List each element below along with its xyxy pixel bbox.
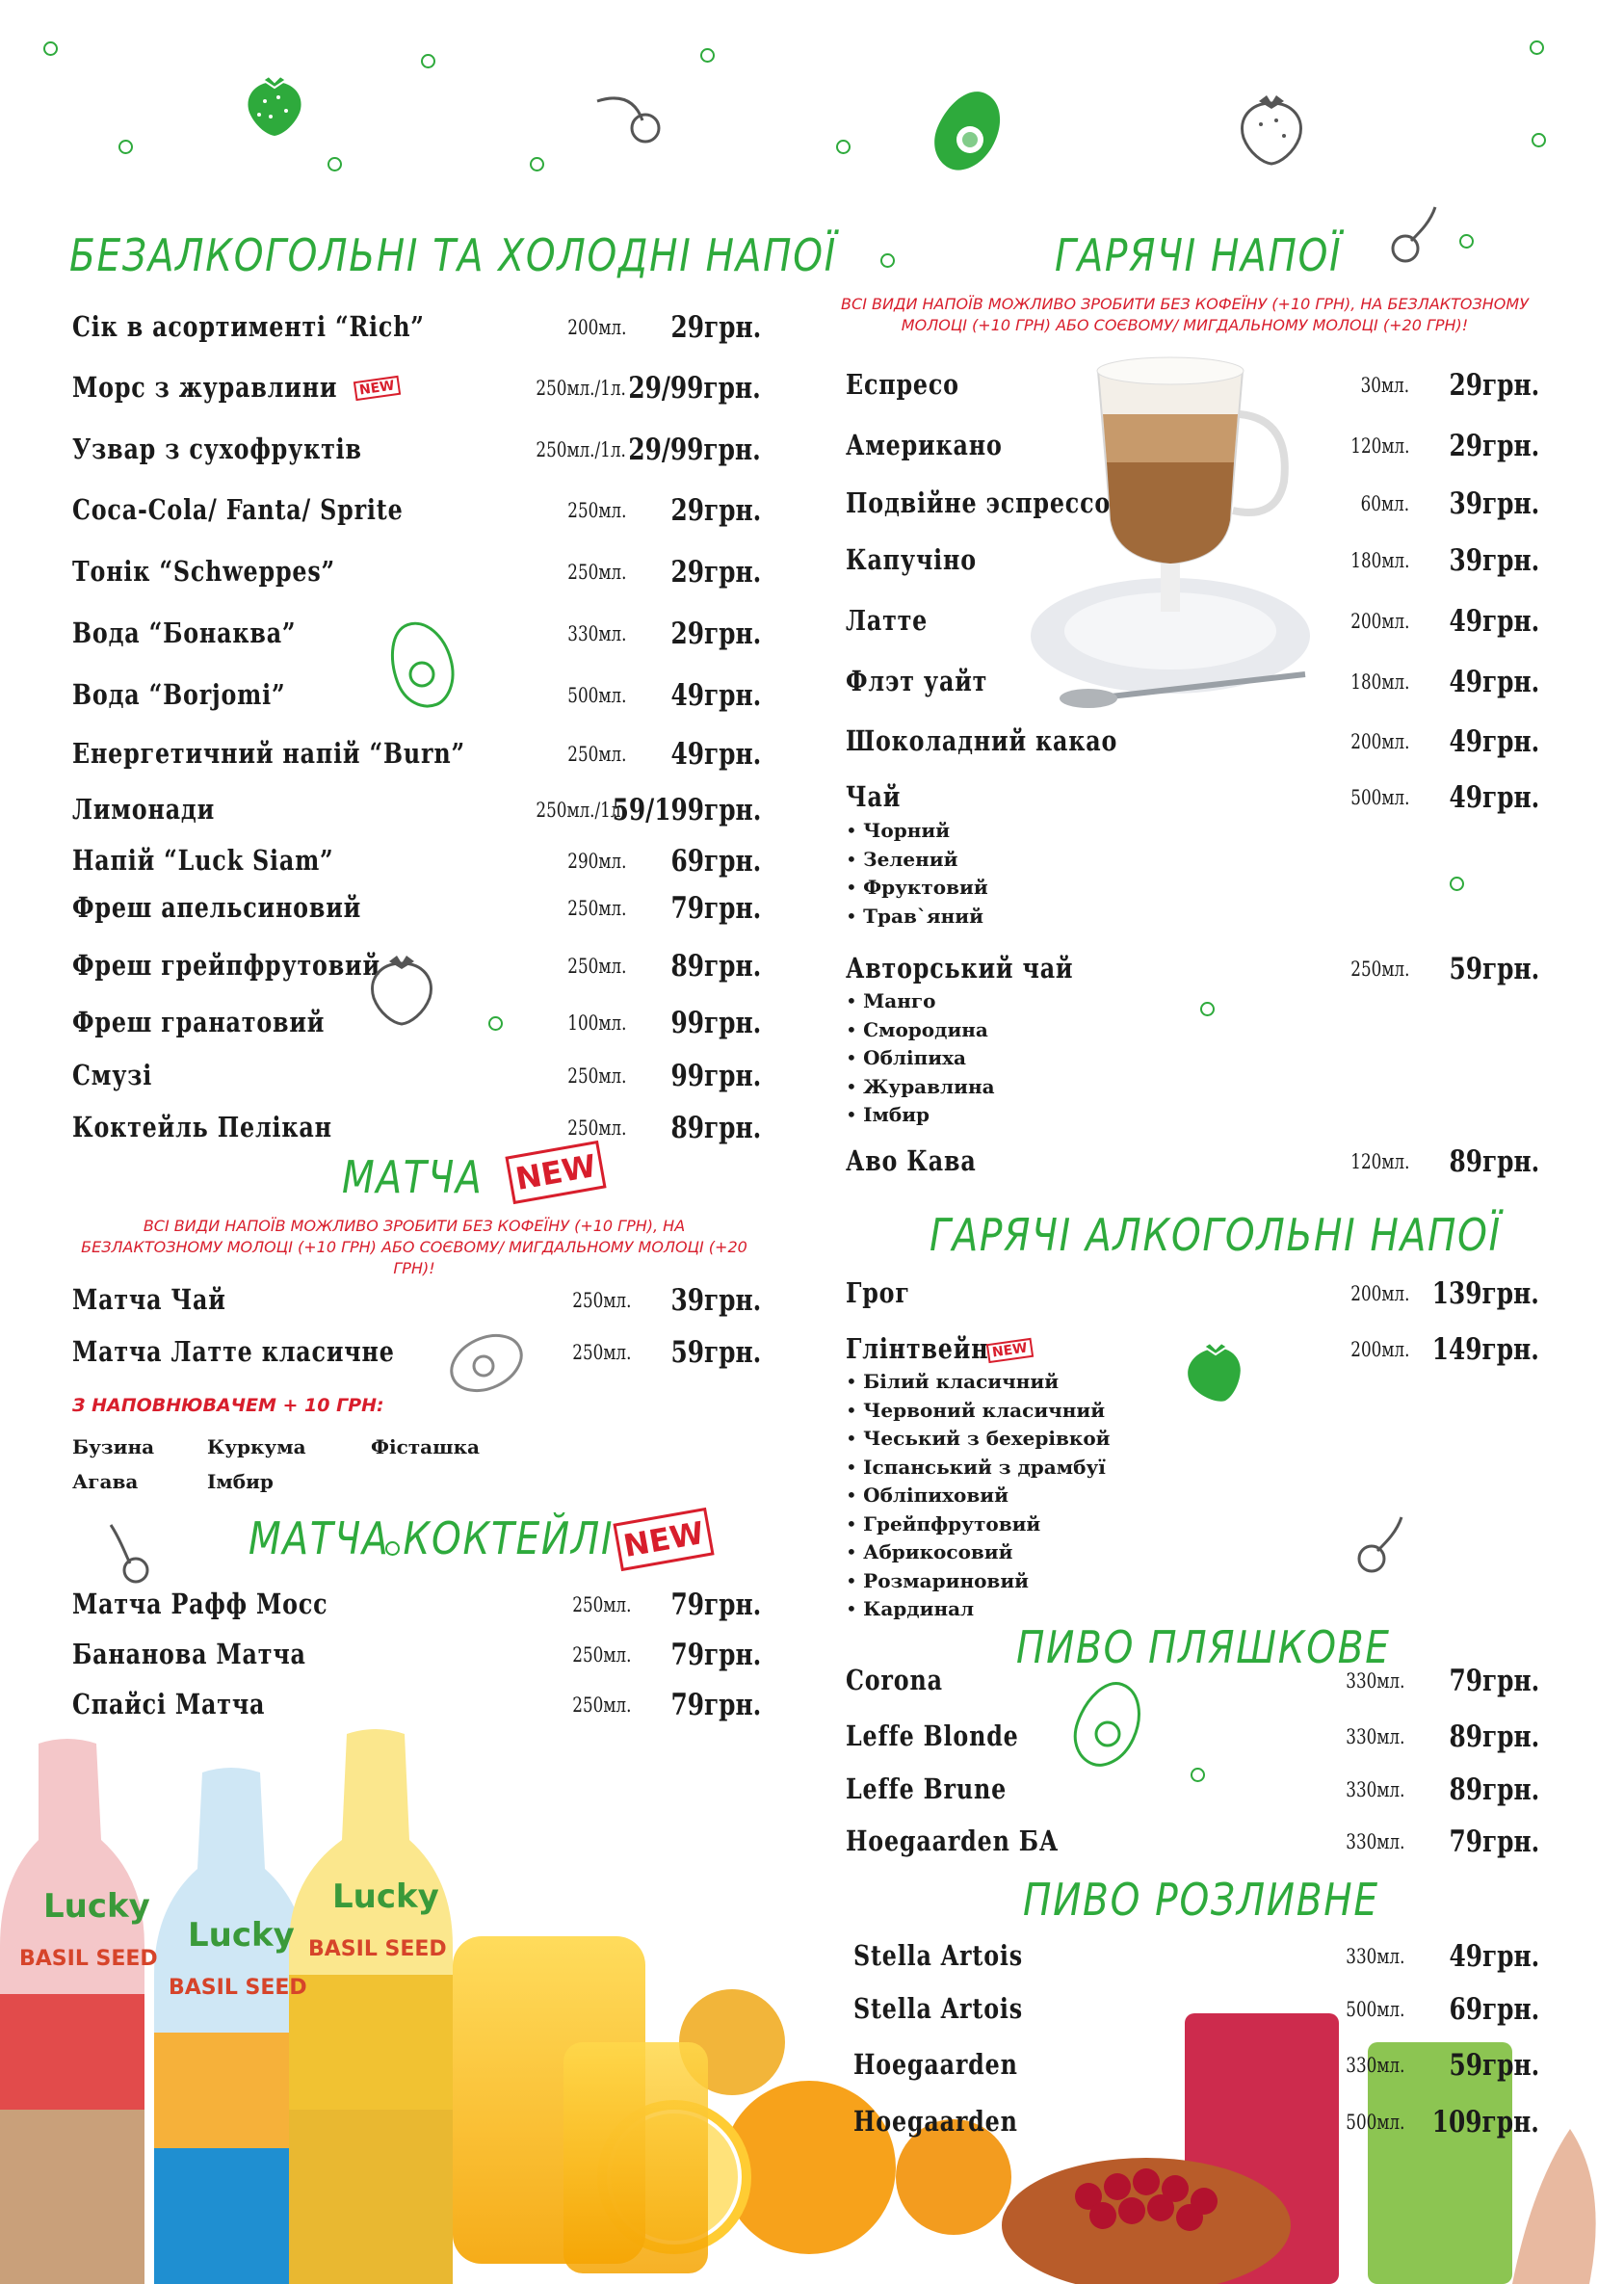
item-volume: 200мл.: [566, 316, 626, 339]
item-volume: 500мл.: [1345, 2111, 1404, 2134]
strawberry-icon: [1228, 82, 1315, 169]
cold-drink-row: [72, 310, 761, 349]
deco-dot: [1532, 133, 1546, 147]
item-name: Матча Рафф Мосс: [72, 1588, 328, 1620]
item-price: 69грн.: [670, 844, 761, 879]
item-name: Фреш грейпфрутовий: [72, 949, 380, 982]
item-volume: 250мл.: [566, 1064, 626, 1088]
item-price: 49грн.: [1449, 604, 1539, 639]
item-price: 39грн.: [1449, 486, 1539, 521]
deco-dot: [43, 41, 58, 56]
item-name: Hoegaarden: [853, 2105, 1018, 2138]
deco-dot: [1200, 1002, 1215, 1016]
addon-agava: Агава: [72, 1470, 139, 1493]
author-tea-types-list: [846, 987, 995, 1130]
item-volume: 330мл.: [1345, 1669, 1404, 1693]
avocado-icon: [930, 82, 1007, 178]
item-name: Stella Artois: [853, 1992, 1023, 2025]
draft-beer-title: ПИВО РОЗЛИВНЕ: [1023, 1874, 1379, 1926]
item-price: 59грн.: [670, 1335, 761, 1370]
item-price: 59/199грн.: [612, 793, 761, 827]
item-name: Флэт уайт: [846, 665, 988, 697]
item-volume: 120мл.: [1349, 434, 1409, 458]
tea-types-list: [846, 817, 988, 931]
sub-item: • Кардинал: [846, 1595, 1111, 1624]
cold-drink-row: [72, 555, 761, 593]
item-price: 139грн.: [1431, 1276, 1539, 1311]
cherry-icon: [101, 1520, 159, 1588]
addon-kurkuma: Куркума: [207, 1435, 306, 1458]
author-tea-row: [846, 952, 1539, 990]
cold-drink-row: [72, 891, 761, 930]
deco-dot: [421, 54, 435, 68]
strawberry-icon: [236, 63, 313, 140]
item-volume: 290мл.: [566, 850, 626, 873]
cold-drink-row: [72, 844, 761, 882]
item-name: Глінтвейн: [846, 1332, 989, 1365]
bottle-brand: Lucky: [188, 1916, 295, 1955]
hot-drink-row: [846, 665, 1539, 703]
avocado-icon: [383, 617, 460, 713]
item-price: 69грн.: [1449, 1992, 1539, 2027]
item-volume: 250мл.: [571, 1693, 631, 1717]
bottle-brand: Lucky: [332, 1877, 439, 1916]
item-name: Вода “Borjomi”: [72, 678, 286, 711]
item-price: 49грн.: [670, 737, 761, 772]
bottle-label: BASIL SEED: [308, 1937, 447, 1961]
cold-drinks-title: БЕЗАЛКОГОЛЬНІ ТА ХОЛОДНІ НАПОЇ: [69, 229, 837, 281]
item-name: Чай: [846, 780, 902, 813]
item-name: Фреш апельсиновий: [72, 891, 362, 924]
cold-drink-row: [72, 793, 761, 831]
deco-dot: [530, 157, 544, 171]
item-volume: 330мл.: [566, 622, 626, 645]
item-volume: 250мл.: [571, 1643, 631, 1667]
item-volume: 330мл.: [1345, 1945, 1404, 1968]
bottle-brand: Lucky: [43, 1887, 150, 1926]
item-volume: 250мл./1л.: [536, 438, 626, 461]
item-price: 109грн.: [1431, 2105, 1539, 2140]
item-price: 59грн.: [1449, 952, 1539, 986]
deco-dot: [1459, 234, 1474, 249]
item-name: Вода “Бонаква”: [72, 617, 297, 649]
item-volume: 30мл.: [1360, 374, 1409, 397]
deco-dot: [327, 157, 342, 171]
addon-title: З НАПОВНЮВАЧЕМ + 10 ГРН:: [72, 1395, 384, 1416]
item-name: Аво Кава: [846, 1144, 977, 1177]
matcha-cocktail-row: [72, 1588, 761, 1626]
item-volume: 250мл.: [566, 1116, 626, 1140]
sub-item: • Смородина: [846, 1016, 995, 1045]
item-name: Напій “Luck Siam”: [72, 844, 334, 877]
cold-drink-row: [72, 433, 761, 471]
item-price: 29/99грн.: [628, 371, 761, 406]
sub-item: • Чорний: [846, 817, 988, 846]
item-volume: 200мл.: [1349, 1282, 1409, 1305]
sub-item: • Іспанський з драмбуї: [846, 1454, 1111, 1483]
item-price: 49грн.: [670, 678, 761, 713]
item-volume: 250мл.: [1349, 958, 1409, 981]
item-price: 79грн.: [670, 891, 761, 926]
item-price: 89грн.: [1449, 1144, 1539, 1179]
bottled-beer-row: [846, 1772, 1539, 1811]
item-price: 79грн.: [670, 1688, 761, 1722]
item-volume: 250мл.: [566, 743, 626, 766]
new-badge: NEW: [613, 1508, 714, 1571]
item-name: Leffe Brune: [846, 1772, 1008, 1805]
item-volume: 200мл.: [1349, 730, 1409, 753]
item-name: Грог: [846, 1276, 910, 1309]
sub-item: • Обліпиховий: [846, 1482, 1111, 1510]
item-name: Спайсі Матча: [72, 1688, 266, 1720]
item-name: Енергетичний напій “Burn”: [72, 737, 465, 770]
sub-item: • Трав`яний: [846, 903, 988, 932]
item-price: 79грн.: [1449, 1664, 1539, 1698]
item-volume: 250мл./1л.: [536, 377, 626, 400]
item-name: Stella Artois: [853, 1939, 1023, 1972]
item-name: Тонік “Schweppes”: [72, 555, 336, 588]
hot-drink-row: [846, 780, 1539, 819]
strawberry-icon: [1177, 1329, 1254, 1406]
strawberry-icon: [358, 942, 445, 1029]
avocado-icon: [443, 1329, 530, 1397]
sub-item: • Манго: [846, 987, 995, 1016]
item-volume: 500мл.: [1345, 1998, 1404, 2021]
item-price: 59грн.: [1449, 2048, 1539, 2083]
item-volume: 250мл.: [571, 1341, 631, 1364]
item-price: 29грн.: [670, 493, 761, 528]
sub-item: • Обліпиха: [846, 1044, 995, 1073]
item-volume: 250мл./1л.: [536, 799, 626, 822]
cherry-icon: [1382, 202, 1450, 270]
item-volume: 500мл.: [1349, 786, 1409, 809]
item-price: 89грн.: [1449, 1772, 1539, 1807]
sub-item: • Червоний класичний: [846, 1397, 1111, 1426]
draft-beer-row: [853, 1992, 1539, 2031]
hot-drinks-title: ГАРЯЧІ НАПОЇ: [1055, 229, 1343, 281]
matcha-row: [72, 1283, 761, 1322]
cold-drink-row: [72, 737, 761, 775]
item-price: 49грн.: [1449, 665, 1539, 699]
bottle-label: BASIL SEED: [19, 1947, 158, 1971]
sub-item: • Журавлина: [846, 1073, 995, 1102]
item-volume: 250мл.: [566, 897, 626, 920]
item-volume: 330мл.: [1345, 1830, 1404, 1853]
item-price: 89грн.: [670, 949, 761, 984]
bottle-label: BASIL SEED: [169, 1976, 307, 2000]
item-name: Бананова Матча: [72, 1638, 306, 1670]
cold-drink-row: [72, 493, 761, 532]
draft-beer-row: [853, 1939, 1539, 1978]
item-price: 29грн.: [670, 310, 761, 345]
matcha-title: МАТЧА: [342, 1151, 484, 1203]
bottled-beer-row: [846, 1720, 1539, 1758]
draft-beer-row: [853, 2048, 1539, 2087]
cherry-icon: [592, 92, 669, 149]
item-price: 79грн.: [1449, 1825, 1539, 1859]
item-price: 29грн.: [670, 617, 761, 651]
item-name: Сік в асортименті “Rich”: [72, 310, 425, 343]
deco-dot: [1530, 40, 1544, 55]
gluhwein-types-list: [846, 1368, 1111, 1624]
deco-dot: [880, 253, 895, 268]
item-price: 49грн.: [1449, 780, 1539, 815]
bottled-beer-row: [846, 1664, 1539, 1702]
item-name: Капучіно: [846, 543, 977, 576]
item-price: 49грн.: [1449, 1939, 1539, 1974]
item-volume: 200мл.: [1349, 610, 1409, 633]
item-price: 29грн.: [1449, 429, 1539, 463]
hot-drink-row: [846, 486, 1539, 525]
cherry-icon: [1349, 1512, 1416, 1580]
grog-row: [846, 1276, 1539, 1315]
item-price: 99грн.: [670, 1059, 761, 1093]
addon-buzyna: Бузина: [72, 1435, 155, 1458]
sub-item: • Грейпфрутовий: [846, 1510, 1111, 1539]
item-name: Латте: [846, 604, 929, 637]
sub-item: • Зелений: [846, 846, 988, 875]
item-price: 29/99грн.: [628, 433, 761, 467]
hot-drink-row: [846, 724, 1539, 763]
sub-item: • Абрикосовий: [846, 1538, 1111, 1567]
hot-drink-row: [846, 543, 1539, 582]
sub-item: • Розмариновий: [846, 1567, 1111, 1596]
item-volume: 180мл.: [1349, 549, 1409, 572]
new-badge: NEW: [505, 1141, 606, 1204]
item-price: 29грн.: [1449, 368, 1539, 403]
addon-fistashka: Фісташка: [371, 1435, 480, 1458]
item-price: 39грн.: [1449, 543, 1539, 578]
item-volume: 500мл.: [566, 684, 626, 707]
sub-item: • Імбир: [846, 1101, 995, 1130]
item-price: 89грн.: [670, 1111, 761, 1145]
new-badge-small: NEW: [986, 1338, 1034, 1363]
item-volume: 330мл.: [1345, 1725, 1404, 1748]
deco-dot: [1450, 877, 1464, 891]
cold-drink-row: [72, 1059, 761, 1097]
item-name: Коктейль Пелікан: [72, 1111, 332, 1143]
matcha-cocktail-row: [72, 1688, 761, 1726]
item-name: Hoegaarden: [853, 2048, 1018, 2081]
item-name: Лимонади: [72, 793, 216, 826]
item-volume: 200мл.: [1349, 1338, 1409, 1361]
item-name: Узвар з сухофруктів: [72, 433, 362, 465]
item-name: Морс з журавлини: [72, 371, 338, 404]
item-price: 89грн.: [1449, 1720, 1539, 1754]
item-name: Матча Чай: [72, 1283, 226, 1316]
matcha-note: ВСІ ВИДИ НАПОЇВ МОЖЛИВО ЗРОБИТИ БЕЗ КОФЕЇНУ (+10 ГРН), НА БЕЗЛАКТОЗНОМУ МОЛОЦІ (+10 ГРН) АБО СОЄВОМУ/ МИГДАЛЬНОМУ МОЛОЦІ (+20 ГРН)!: [81, 1217, 747, 1277]
new-badge-small: NEW: [354, 376, 401, 401]
item-volume: 250мл.: [571, 1289, 631, 1312]
deco-dot: [700, 48, 715, 63]
item-volume: 330мл.: [1345, 2054, 1404, 2077]
item-name: Hoegaarden БА: [846, 1825, 1060, 1857]
matcha-row: [72, 1335, 761, 1374]
item-price: 79грн.: [670, 1638, 761, 1672]
drinks-photo: [0, 1724, 925, 2284]
sub-item: • Білий класичний: [846, 1368, 1111, 1397]
item-name: Leffe Blonde: [846, 1720, 1019, 1752]
item-volume: 250мл.: [566, 499, 626, 522]
item-volume: 180мл.: [1349, 670, 1409, 694]
item-volume: 60мл.: [1360, 492, 1409, 515]
matcha-cocktail-row: [72, 1638, 761, 1676]
item-name: Матча Латте класичне: [72, 1335, 395, 1368]
sub-item: • Фруктовий: [846, 874, 988, 903]
item-name: Еспресо: [846, 368, 959, 401]
addon-imbyr: Імбир: [207, 1470, 274, 1493]
item-name: Смузі: [72, 1059, 153, 1091]
item-price: 79грн.: [670, 1588, 761, 1622]
item-name: Подвійне эспрессо: [846, 486, 1112, 519]
matcha-cocktails-title: МАТЧА КОКТЕЙЛІ: [249, 1512, 615, 1564]
hot-drinks-note: ВСІ ВИДИ НАПОЇВ МОЖЛИВО ЗРОБИТИ БЕЗ КОФЕЇНУ (+10 ГРН), НА БЕЗЛАКТОЗНОМУ МОЛОЦІ (+10 ГРН) АБО СОЄВОМУ/ МИГДАЛЬНОМУ МОЛОЦІ (+20 ГРН)!: [841, 295, 1529, 334]
hot-alcohol-title: ГАРЯЧІ АЛКОГОЛЬНІ НАПОЇ: [930, 1209, 1502, 1261]
item-volume: 120мл.: [1349, 1150, 1409, 1173]
hot-drink-row: [846, 429, 1539, 467]
item-name: Coca-Cola/ Fanta/ Sprite: [72, 493, 404, 526]
item-volume: 250мл.: [566, 561, 626, 584]
hot-drink-row: [846, 604, 1539, 643]
bottled-beer-title: ПИВО ПЛЯШКОВЕ: [1016, 1621, 1391, 1673]
item-volume: 250мл.: [571, 1593, 631, 1616]
item-price: 149грн.: [1431, 1332, 1539, 1367]
hot-drink-row: [846, 368, 1539, 407]
deco-dot: [836, 140, 851, 154]
item-name: Corona: [846, 1664, 943, 1696]
item-price: 29грн.: [670, 555, 761, 590]
bottled-beer-row: [846, 1825, 1539, 1863]
item-name: Авторський чай: [846, 952, 1074, 984]
item-name: Фреш гранатовий: [72, 1006, 326, 1038]
item-price: 49грн.: [1449, 724, 1539, 759]
item-volume: 330мл.: [1345, 1778, 1404, 1801]
cold-drink-row: [72, 1111, 761, 1149]
sub-item: • Чеський з бехерівкой: [846, 1425, 1111, 1454]
cold-drink-row: [72, 371, 761, 409]
item-volume: 250мл.: [566, 955, 626, 978]
item-volume: 100мл.: [566, 1011, 626, 1035]
draft-beer-row: [853, 2105, 1539, 2143]
item-name: Американо: [846, 429, 1003, 461]
item-name: Шоколадний какао: [846, 724, 1118, 757]
deco-dot: [118, 140, 133, 154]
avocava-row: [846, 1144, 1539, 1183]
item-price: 39грн.: [670, 1283, 761, 1318]
item-price: 99грн.: [670, 1006, 761, 1040]
